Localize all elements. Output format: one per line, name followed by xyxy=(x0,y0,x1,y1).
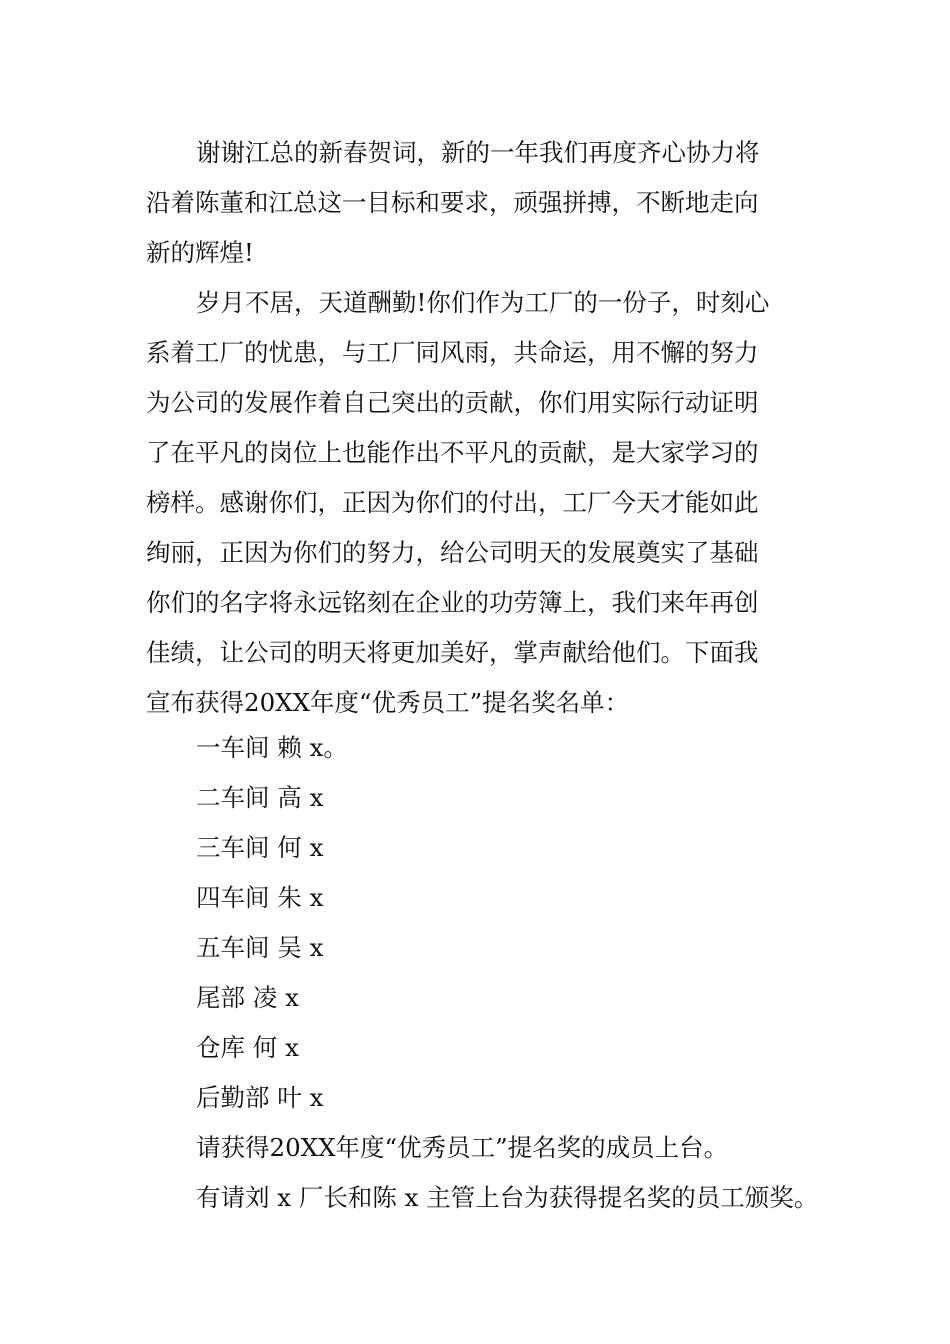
text-line: 宣布获得20XX年度“优秀员工”提名奖名单： xyxy=(146,688,630,717)
nominee-item: 后勤部 叶 x xyxy=(196,1083,324,1112)
text-line: 系着工厂的忧患，与工厂同风雨，共命运，用不懈的努力 xyxy=(146,338,759,367)
text-line: 谢谢江总的新春贺词，新的一年我们再度齐心协力将 xyxy=(196,138,760,167)
invitation-line: 请获得20XX年度“优秀员工”提名奖的成员上台。 xyxy=(196,1133,729,1162)
text-line: 佳绩，让公司的明天将更加美好，掌声献给他们。下面我 xyxy=(146,638,759,667)
paragraph-tribute xyxy=(146,278,816,728)
nominee-item: 尾部 凌 x xyxy=(196,983,299,1012)
nominee-item: 四车间 朱 x xyxy=(196,883,324,912)
award-presenter-line: 有请刘 x 厂长和陈 x 主管上台为获得提名奖的员工颁奖。 xyxy=(196,1183,819,1212)
nominee-item: 五车间 吴 x xyxy=(196,933,324,962)
text-line: 你们的名字将永远铭刻在企业的功劳簿上，我们来年再创 xyxy=(146,588,759,617)
nominee-item: 二车间 高 x xyxy=(196,783,324,812)
text-line: 榜样。感谢你们，正因为你们的付出，工厂今天才能如此 xyxy=(146,488,759,517)
nominee-item: 一车间 赖 x。 xyxy=(196,733,348,762)
text-line: 岁月不居，天道酬勤!你们作为工厂的一份子，时刻心 xyxy=(196,288,770,317)
nominee-item: 仓库 何 x xyxy=(196,1033,299,1062)
nominee-list xyxy=(196,723,818,1223)
paragraph-thanks xyxy=(146,128,816,278)
nominee-item: 三车间 何 x xyxy=(196,833,324,862)
text-line: 新的辉煌! xyxy=(146,238,254,267)
text-line: 沿着陈董和江总这一目标和要求，顽强拼搏，不断地走向 xyxy=(146,188,759,217)
text-line: 了在平凡的岗位上也能作出不平凡的贡献，是大家学习的 xyxy=(146,438,759,467)
text-line: 为公司的发展作着自己突出的贡献，你们用实际行动证明 xyxy=(146,388,759,417)
text-line: 绚丽，正因为你们的努力，给公司明天的发展奠实了基础 xyxy=(146,538,759,567)
